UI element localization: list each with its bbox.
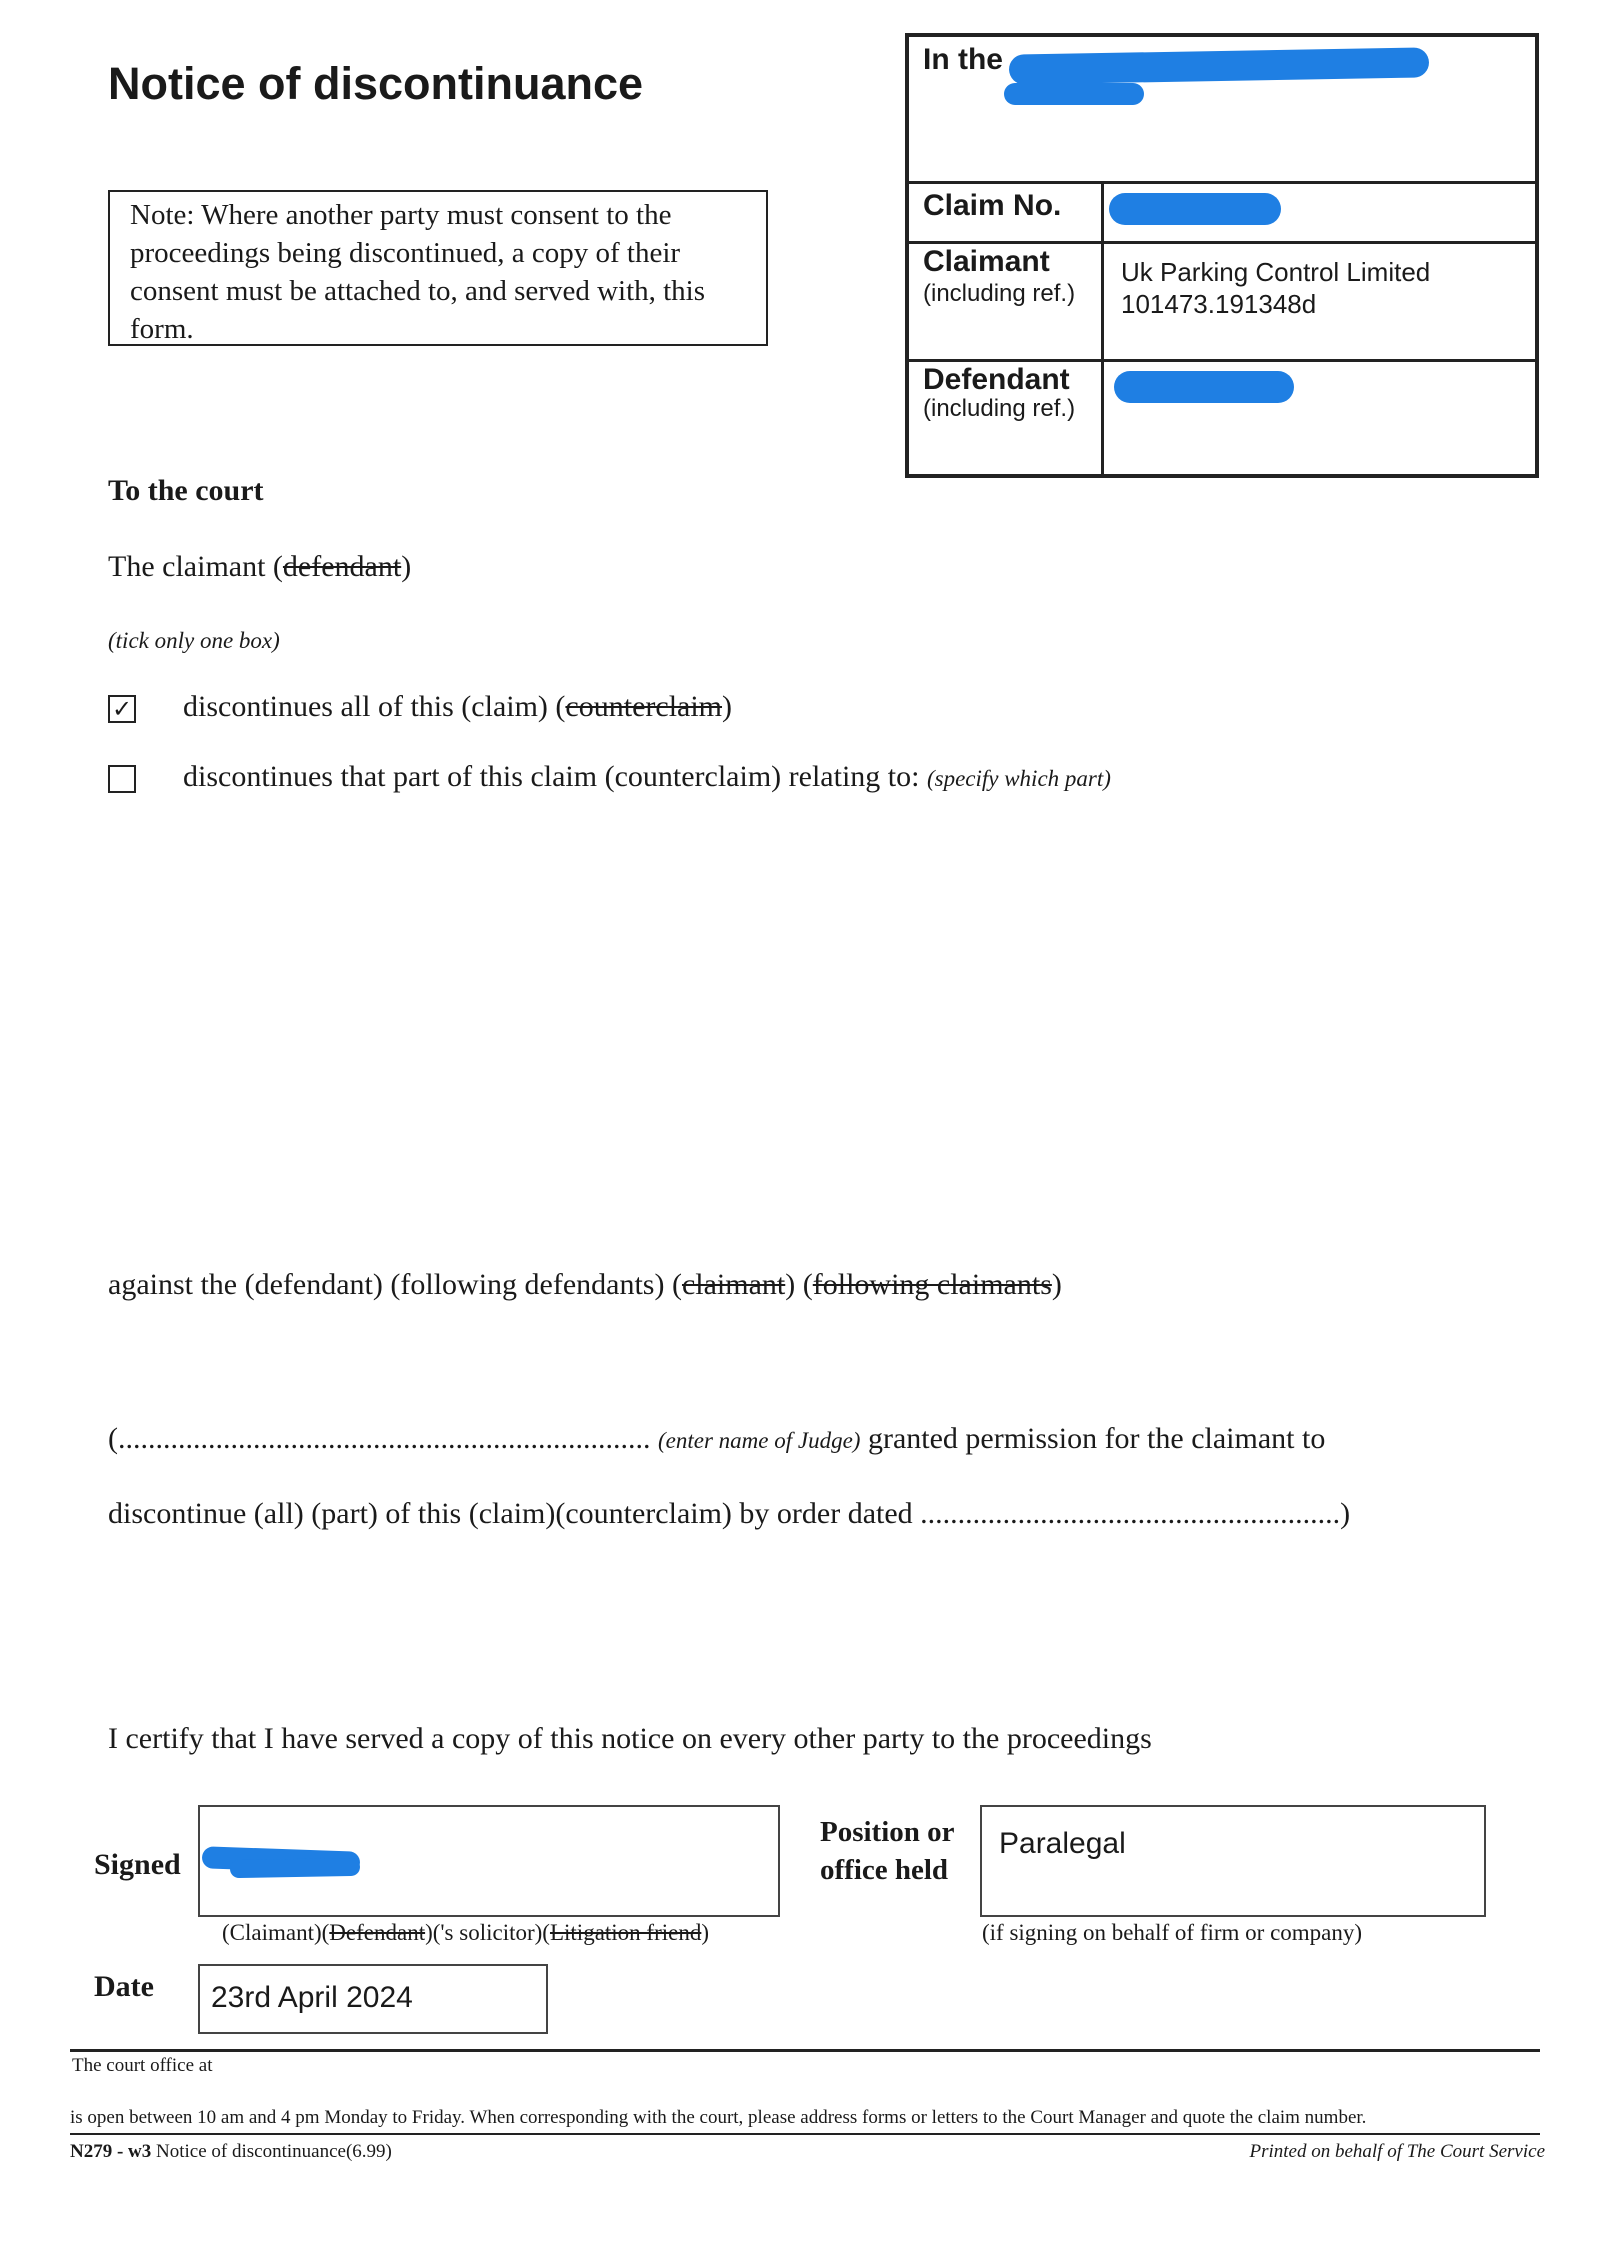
judge-dots: (....................................................................... <box>108 1422 651 1455</box>
claimant-reference: 101473.191348d <box>1121 289 1317 319</box>
discontinue-order-line: discontinue (all) (part) of this (claim)(counterclaim) by order dated ........................................................) <box>108 1497 1351 1530</box>
printed-by: Printed on behalf of The Court Service <box>1249 2141 1545 2162</box>
position-value: Paralegal <box>999 1827 1126 1860</box>
signer-role-line <box>222 1920 709 1946</box>
date-field[interactable] <box>198 1964 548 2034</box>
form-code: N279 - w3 <box>70 2141 152 2162</box>
discontinue-all-label <box>183 690 732 724</box>
claimant-line <box>108 550 411 584</box>
judge-text: granted permission for the claimant to <box>867 1422 1326 1455</box>
in-the-label: In the <box>923 43 1003 76</box>
firm-note: (if signing on behalf of firm or company) <box>982 1920 1363 1945</box>
to-the-court-heading: To the court <box>108 474 264 507</box>
claimant-label: Claimant <box>923 245 1050 278</box>
against-struck-claimant: claimant <box>681 1268 786 1301</box>
option1-suffix: ) <box>722 690 733 723</box>
column-divider <box>1101 181 1104 474</box>
certify-statement: I certify that I have served a copy of this notice on every other party to the proceedings <box>108 1722 1152 1755</box>
option1-struck: counterclaim <box>565 690 723 723</box>
against-line <box>108 1268 1062 1302</box>
role-claimant: (Claimant)( <box>222 1920 330 1945</box>
form-code-line <box>70 2141 392 2163</box>
position-label-line2: office held <box>820 1854 949 1886</box>
claimant-ref-label: (including ref.) <box>923 280 1076 307</box>
role-solicitor: )('s solicitor)( <box>425 1920 550 1945</box>
date-label: Date <box>94 1970 154 2003</box>
date-value: 23rd April 2024 <box>211 1981 413 2014</box>
claimant-word: The claimant ( <box>108 550 283 583</box>
court-info-box <box>905 33 1539 478</box>
role-close: ) <box>701 1920 710 1945</box>
court-office-label: The court office at <box>72 2055 213 2076</box>
position-field[interactable] <box>980 1805 1486 1917</box>
consent-note-text: Note: Where another party must consent to the proceedings being discontinued, a copy of their consent must be attached to, and served with, this form. <box>130 199 706 345</box>
claimant-name: Uk Parking Control Limited <box>1121 257 1431 287</box>
signed-label: Signed <box>94 1848 181 1881</box>
redaction-court-name-2 <box>1004 83 1144 105</box>
discontinue-part-label <box>183 760 1111 794</box>
form-name: Notice of discontinuance(6.99) <box>156 2141 392 2162</box>
court-hours-text: is open between 10 am and 4 pm Monday to Friday. When corresponding with the court, please address forms or letters to the Court Manager and quote the claim number. <box>70 2107 1367 2128</box>
role-litigation-struck: Litigation friend <box>549 1920 702 1945</box>
divider <box>909 181 1539 184</box>
defendant-ref-label: (including ref.) <box>923 395 1076 422</box>
signature-field[interactable] <box>198 1805 780 1917</box>
judge-hint: (enter name of Judge) <box>658 1428 861 1453</box>
defendant-label: Defendant <box>923 363 1070 396</box>
footer-rule-bottom <box>70 2133 1540 2135</box>
redaction-court-name <box>1009 47 1429 84</box>
against-mid: ) ( <box>785 1268 813 1301</box>
against-struck-claimants: following claimants <box>812 1268 1052 1301</box>
discontinue-part-checkbox[interactable] <box>108 765 136 793</box>
position-label-line1: Position or <box>820 1816 955 1848</box>
against-suffix: ) <box>1051 1268 1062 1301</box>
claim-no-label: Claim No. <box>923 189 1062 222</box>
footer-rule-top <box>70 2049 1540 2052</box>
close-paren: ) <box>401 550 412 583</box>
option2-text: discontinues that part of this claim (counterclaim) relating to: <box>183 760 920 793</box>
against-prefix: against the (defendant) (following defendants) ( <box>108 1268 682 1301</box>
redaction-claim-no <box>1109 193 1281 225</box>
redaction-signature-2 <box>230 1858 360 1878</box>
consent-note <box>108 190 768 346</box>
discontinue-all-checkbox[interactable]: ✓ <box>108 695 136 723</box>
redaction-defendant-name <box>1114 371 1294 403</box>
form-title: Notice of discontinuance <box>108 58 644 109</box>
option2-hint: (specify which part) <box>926 766 1111 791</box>
judge-line <box>108 1422 1325 1456</box>
position-label <box>820 1813 955 1889</box>
divider <box>909 359 1539 362</box>
option1-prefix: discontinues all of this (claim) ( <box>183 690 566 723</box>
divider <box>909 241 1539 244</box>
defendant-struck: defendant <box>282 550 402 583</box>
role-defendant-struck: Defendant <box>329 1920 426 1945</box>
tick-hint: (tick only one box) <box>108 628 280 653</box>
